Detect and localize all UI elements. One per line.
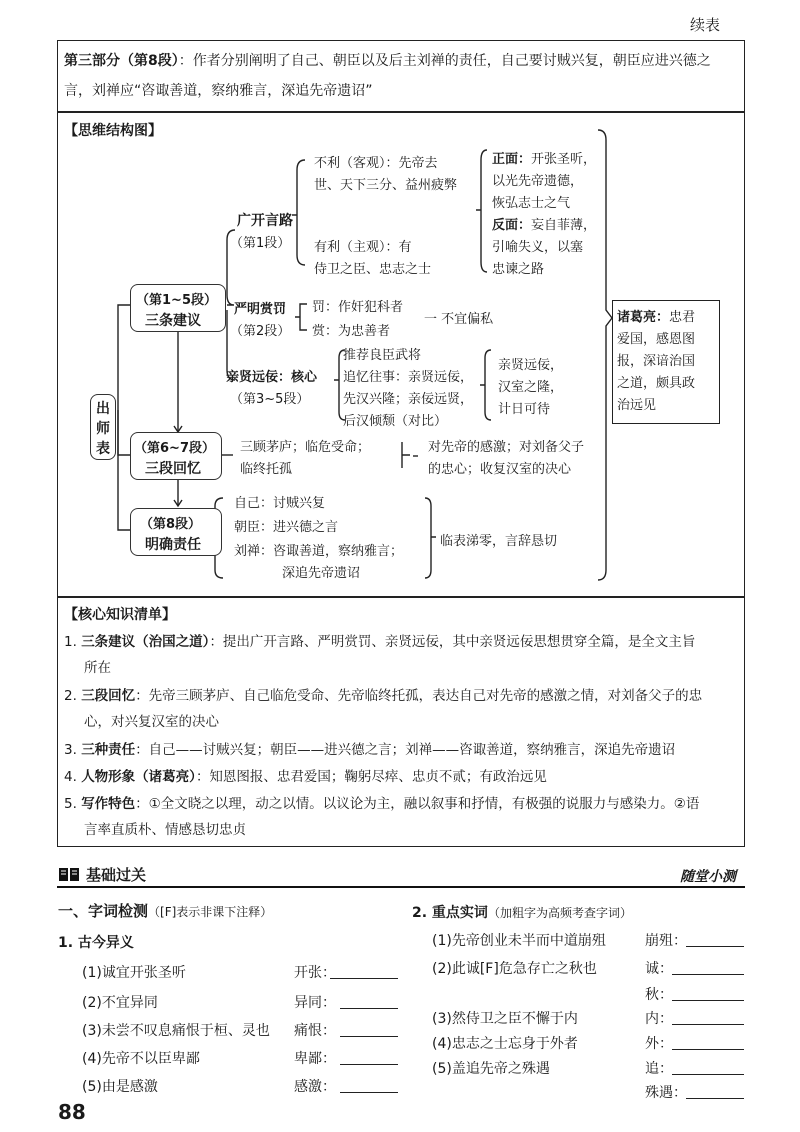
root-char-3: 表 xyxy=(96,441,110,457)
q2-item-4: (4)忠志之士忘身于外者 xyxy=(432,1036,578,1052)
q1-answer-3: 痛恨： xyxy=(294,1023,336,1039)
section1-heading: 一、字词检测（[F]表示非课下注释） xyxy=(58,902,273,920)
q2-answer-4: 外： xyxy=(645,1036,673,1052)
yanming-title: 严明赏罚 xyxy=(234,302,287,317)
guangkai-title: 广开言路 xyxy=(237,213,293,229)
qinxian-sub: （第3~5段） xyxy=(230,392,310,407)
zeren-item-1: 自己：讨贼兴复 xyxy=(234,496,326,511)
book-icon xyxy=(58,866,80,882)
q1-item-3: (3)未尝不叹息痛恨于桓、灵也 xyxy=(82,1023,270,1039)
practice-divider xyxy=(57,886,745,888)
root-char-2: 师 xyxy=(96,421,110,437)
part3-line2: 言，刘禅应“咨诹善道，察纳雅言，深追先帝遗诏” xyxy=(64,83,373,99)
section3-line2: 明确责任 xyxy=(145,537,201,553)
qinxian-result-2: 汉室之隆， xyxy=(498,380,564,395)
yanming-sub: （第2段） xyxy=(230,324,291,339)
yanming-fa: 罚：作奸犯科者 xyxy=(312,300,404,315)
q1-answer-2: 异同： xyxy=(294,995,336,1011)
q2-blank-1[interactable] xyxy=(686,946,744,947)
section1-line2: 三条建议 xyxy=(145,313,201,329)
zhuge-line2: 爱国，感恩图 xyxy=(617,332,696,347)
q2-item-2: (2)此诚[F]危急存亡之秋也 xyxy=(432,961,597,977)
zheng-line2: 以光先帝遗德， xyxy=(492,174,584,189)
youli-line2: 侍卫之臣、忠志之士 xyxy=(314,262,432,277)
guangkai-sub: （第1段） xyxy=(230,236,291,251)
part3-title: 第三部分（第8段） xyxy=(64,53,179,69)
q2-answer-3: 内： xyxy=(645,1011,673,1027)
q2-answer-5a: 追： xyxy=(645,1061,673,1077)
continued-label: 续表 xyxy=(690,16,721,34)
q2-blank-4[interactable] xyxy=(672,1049,744,1050)
qinxian-title: 亲贤远佞：核心 xyxy=(226,370,318,385)
zhuge-line3: 报，深谙治国 xyxy=(617,354,696,369)
q1-blank-3[interactable] xyxy=(340,1036,398,1037)
qinxian-result-3: 计日可待 xyxy=(498,402,551,417)
fan-line3: 忠谏之路 xyxy=(492,262,545,277)
knowledge-item-4: 4. 人物形象（诸葛亮）：知恩图报、忠君爱国；鞠躬尽瘁、忠贞不贰；有政治远见 xyxy=(64,769,547,785)
q1-answer-5: 感激： xyxy=(294,1079,336,1095)
q2-blank-5a[interactable] xyxy=(672,1074,744,1075)
zeren-item-4: 深追先帝遗诏 xyxy=(282,566,361,581)
q1-item-4: (4)先帝不以臣卑鄙 xyxy=(82,1051,200,1067)
q1-item-1: (1)诚宜开张圣听 xyxy=(82,965,186,981)
q1-blank-4[interactable] xyxy=(340,1064,398,1065)
zhuge-line5: 治远见 xyxy=(617,398,657,413)
section1-line1: （第1~5段） xyxy=(136,293,217,308)
q1-item-5: (5)由是感激 xyxy=(82,1079,158,1095)
knowledge-item-2: 2. 三段回忆：先帝三顾茅庐、自己临危受命、先帝临终托孤，表达自己对先帝的感激之情，对刘备父子的忠 xyxy=(64,688,703,704)
qinxian-result-1: 亲贤远佞， xyxy=(498,358,564,373)
q1-blank-2[interactable] xyxy=(340,1008,398,1009)
section2-line1: （第6~7段） xyxy=(134,441,215,456)
q2-answer-2a: 诚： xyxy=(645,961,673,977)
practice-tag: 随堂小测 xyxy=(680,869,736,885)
qinxian-item-1: 推荐良臣武将 xyxy=(343,348,422,363)
knowledge-item-1: 1. 三条建议（治国之道）：提出广开言路、严明赏罚、亲贤远佞，其中亲贤远佞思想贯穿全篇，是全文主旨 xyxy=(64,634,696,650)
knowledge-item-3: 3. 三种责任：自己——讨贼兴复；朝臣——进兴德之言；刘禅——咨诹善道，察纳雅言，深追先帝遗诏 xyxy=(64,742,676,758)
buli-line2: 世、天下三分、益州疲弊 xyxy=(314,178,458,193)
huiyi-right2: 的忠心；收复汉室的决心 xyxy=(428,462,572,477)
qinxian-item-3: 先汉兴隆；亲佞远贤， xyxy=(343,392,474,407)
yanming-shang: 赏：为忠善者 xyxy=(312,324,391,339)
yanming-result: 一 不宜偏私 xyxy=(424,312,494,327)
huiyi-left2: 临终托孤 xyxy=(240,462,293,477)
zhuge-line1: 诸葛亮：忠君 xyxy=(617,310,696,325)
q2-item-1: (1)先帝创业未半而中道崩殂 xyxy=(432,933,606,949)
knowledge-item-5: 5. 写作特色：①全文晓之以理，动之以情。以议论为主，融以叙事和抒情，有极强的说服力与感染力。②语 xyxy=(64,796,700,812)
fan-line1: 反面：妄自菲薄， xyxy=(492,218,597,233)
qinxian-item-4: 后汉倾颓（对比） xyxy=(343,414,448,429)
q1-blank-5[interactable] xyxy=(340,1092,398,1093)
buli-line1: 不利（客观）：先帝去 xyxy=(314,156,438,171)
q1-item-2: (2)不宜异同 xyxy=(82,995,158,1011)
mindmap-heading: 【思维结构图】 xyxy=(64,123,162,139)
zeren-item-3: 刘禅：咨诹善道，察纳雅言； xyxy=(234,544,404,559)
knowledge-item-1-cont: 所在 xyxy=(84,660,111,676)
knowledge-item-5-cont: 言率直质朴、情感恳切忠贞 xyxy=(84,822,246,838)
page-number: 88 xyxy=(58,1100,86,1124)
q2-answer-5b: 殊遇： xyxy=(645,1085,687,1101)
zeren-result: 临表涕零，言辞恳切 xyxy=(440,534,558,549)
knowledge-heading: 【核心知识清单】 xyxy=(64,607,176,623)
qinxian-item-2: 追忆往事：亲贤远佞， xyxy=(343,370,474,385)
practice-title: 基础过关 xyxy=(86,866,147,884)
part3-line1: 第三部分（第8段）：作者分别阐明了自己、朝臣以及后主刘禅的责任，自己要讨贼兴复，朝臣应进兴德之 xyxy=(64,53,711,69)
root-char-1: 出 xyxy=(96,401,110,417)
q2-blank-2a[interactable] xyxy=(672,974,744,975)
q2-blank-2b[interactable] xyxy=(672,1000,744,1001)
knowledge-item-2-cont: 心，对兴复汉室的决心 xyxy=(84,714,219,730)
q2-blank-3[interactable] xyxy=(672,1024,744,1025)
zhuge-line4: 之道，颇具政 xyxy=(617,376,696,391)
huiyi-left1: 三顾茅庐；临危受命； xyxy=(240,440,371,455)
section3-line1: （第8段） xyxy=(140,517,202,532)
huiyi-right1: 对先帝的感激；对刘备父子 xyxy=(428,440,585,455)
q2-item-3: (3)然侍卫之臣不懈于内 xyxy=(432,1011,578,1027)
q1-heading: 1. 古今异义 xyxy=(58,935,134,951)
q2-blank-5b[interactable] xyxy=(686,1098,744,1099)
fan-line2: 引喻失义，以塞 xyxy=(492,240,584,255)
zeren-item-2: 朝臣：进兴德之言 xyxy=(234,520,339,535)
q2-answer-2b: 秋： xyxy=(645,987,673,1003)
q1-blank-1[interactable] xyxy=(330,978,398,979)
q1-answer-1: 开张： xyxy=(294,965,336,981)
q2-item-5: (5)盖追先帝之殊遇 xyxy=(432,1061,550,1077)
zheng-line3: 恢弘志士之气 xyxy=(492,196,571,211)
youli-line1: 有利（主观）：有 xyxy=(314,240,412,255)
section2-line2: 三段回忆 xyxy=(145,461,201,477)
zheng-line1: 正面：开张圣听， xyxy=(492,152,597,167)
q2-heading: 2. 重点实词（加粗字为高频考查字词） xyxy=(412,905,632,921)
q2-answer-1: 崩殂： xyxy=(645,933,687,949)
q1-answer-4: 卑鄙： xyxy=(294,1051,336,1067)
